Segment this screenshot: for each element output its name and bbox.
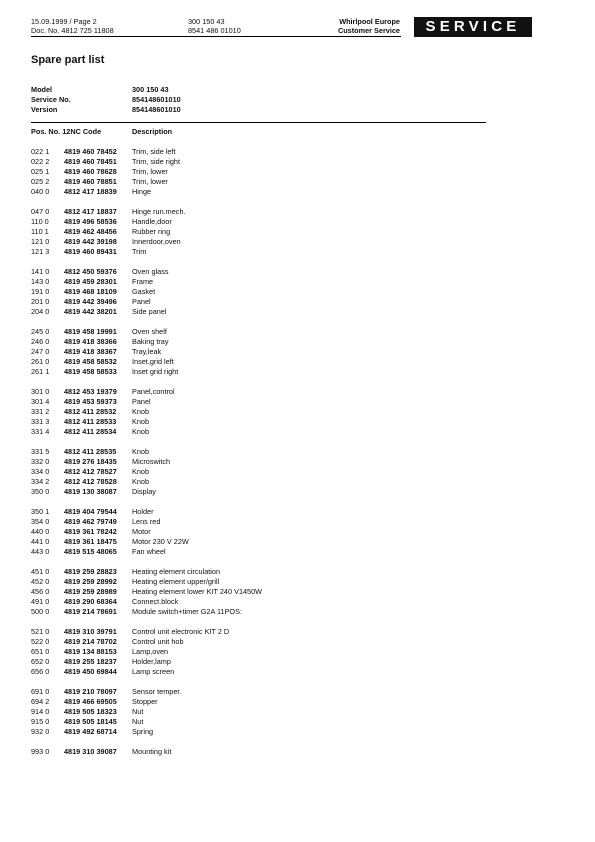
part-code: 4819 442 38201 [64, 307, 117, 316]
part-group [31, 207, 262, 257]
part-position: 651 0 [31, 647, 50, 656]
part-position: 247 0 [31, 347, 50, 356]
part-description: Motor [132, 527, 151, 536]
part-row [31, 627, 262, 637]
part-row [31, 727, 262, 737]
part-position: 143 0 [31, 277, 50, 286]
version-row [31, 105, 181, 115]
part-description: Trim, lower [132, 167, 168, 176]
part-description: Knob [132, 417, 150, 426]
part-code: 4812 412 78528 [64, 477, 117, 486]
part-position: 993 0 [31, 747, 50, 756]
part-position: 121 3 [31, 247, 50, 256]
header-model-number: 300 150 43 [188, 17, 225, 26]
part-description: Stopper [132, 697, 158, 706]
part-position: 246 0 [31, 337, 50, 346]
part-row [31, 227, 262, 237]
part-row [31, 547, 262, 557]
part-position: 331 3 [31, 417, 50, 426]
part-description: Mounting kit [132, 747, 172, 756]
part-description: Panel [132, 397, 151, 406]
part-code: 4819 134 88153 [64, 647, 117, 656]
part-position: 354 0 [31, 517, 50, 526]
column-headers [31, 127, 172, 136]
page-title: Spare part list [31, 54, 105, 66]
part-group [31, 687, 262, 737]
part-row [31, 637, 262, 647]
part-row [31, 587, 262, 597]
service-no-label: Service No. [31, 95, 71, 104]
part-description: Handle,door [132, 217, 172, 226]
part-code: 4819 259 28823 [64, 567, 117, 576]
part-position: 500 0 [31, 607, 50, 616]
part-row [31, 607, 262, 617]
part-position: 331 4 [31, 427, 50, 436]
part-code: 4819 130 38087 [64, 487, 117, 496]
part-group [31, 567, 262, 617]
model-label: Model [31, 85, 53, 94]
part-position: 025 2 [31, 177, 50, 186]
part-position: 204 0 [31, 307, 50, 316]
part-position: 141 0 [31, 267, 50, 276]
version-value: 854148601010 [132, 105, 181, 114]
part-position: 656 0 [31, 667, 50, 676]
part-code: 4819 458 19991 [64, 327, 117, 336]
part-row [31, 577, 262, 587]
part-row [31, 357, 262, 367]
part-code: 4819 466 69505 [64, 697, 117, 706]
part-position: 121 0 [31, 237, 50, 246]
header-doc-info [31, 17, 114, 36]
part-row [31, 397, 262, 407]
header-numbers [188, 17, 241, 36]
part-description: Hinge run.mech. [132, 207, 186, 216]
part-code: 4812 417 18839 [64, 187, 117, 196]
part-row [31, 687, 262, 697]
part-description: Panel [132, 297, 151, 306]
part-position: 191 0 [31, 287, 50, 296]
part-description: Innerdoor,oven [132, 237, 181, 246]
part-row [31, 207, 262, 217]
part-row [31, 217, 262, 227]
part-row [31, 347, 262, 357]
part-code: 4819 214 78691 [64, 607, 117, 616]
part-position: 914 0 [31, 707, 50, 716]
part-position: 301 4 [31, 397, 50, 406]
part-code: 4819 505 18323 [64, 707, 117, 716]
column-header-pos-code: Pos. No. 12NC Code [31, 127, 102, 136]
part-position: 441 0 [31, 537, 50, 546]
part-code: 4819 459 28301 [64, 277, 117, 286]
service-no-row [31, 95, 181, 105]
part-position: 694 2 [31, 697, 50, 706]
part-code: 4812 411 28535 [64, 447, 117, 456]
part-row [31, 247, 262, 257]
table-divider [31, 122, 486, 123]
part-row [31, 307, 262, 317]
part-description: Heating element upper/grill [132, 577, 220, 586]
part-row [31, 697, 262, 707]
part-row [31, 597, 262, 607]
model-info [31, 85, 181, 115]
part-description: Heating element circulation [132, 567, 221, 576]
header-brand-name: Whirlpool Europe [339, 17, 400, 26]
part-code: 4819 462 79749 [64, 517, 117, 526]
part-position: 261 1 [31, 367, 50, 376]
part-description: Knob [132, 467, 150, 476]
part-row [31, 657, 262, 667]
part-description: Trim, lower [132, 177, 168, 186]
part-row [31, 187, 262, 197]
part-row [31, 487, 262, 497]
part-code: 4819 210 78097 [64, 687, 117, 696]
part-row [31, 177, 262, 187]
part-row [31, 387, 262, 397]
part-row [31, 457, 262, 467]
part-row [31, 267, 262, 277]
part-position: 443 0 [31, 547, 50, 556]
part-code: 4819 496 58536 [64, 217, 117, 226]
part-code: 4812 450 59376 [64, 267, 117, 276]
part-row [31, 517, 262, 527]
part-position: 491 0 [31, 597, 50, 606]
header-brand [300, 17, 400, 36]
part-code: 4819 418 38366 [64, 337, 117, 346]
part-code: 4812 412 78527 [64, 467, 117, 476]
part-row [31, 647, 262, 657]
part-code: 4819 290 68364 [64, 597, 117, 606]
part-code: 4819 442 39198 [64, 237, 117, 246]
part-description: Spring [132, 727, 154, 736]
part-description: Hinge [132, 187, 152, 196]
part-position: 261 0 [31, 357, 50, 366]
part-code: 4812 417 18837 [64, 207, 117, 216]
part-code: 4819 418 38367 [64, 347, 117, 356]
part-code: 4819 276 18435 [64, 457, 117, 466]
part-description: Nut [132, 707, 144, 716]
part-group [31, 147, 262, 197]
part-code: 4819 214 78702 [64, 637, 117, 646]
part-description: Motor 230 V 22W [132, 537, 189, 546]
part-description: Trim, side left [132, 147, 176, 156]
model-value: 300 150 43 [132, 85, 169, 94]
part-row [31, 407, 262, 417]
part-position: 691 0 [31, 687, 50, 696]
part-row [31, 717, 262, 727]
part-position: 521 0 [31, 627, 50, 636]
part-group [31, 447, 262, 497]
part-position: 040 0 [31, 187, 50, 196]
part-position: 350 0 [31, 487, 50, 496]
part-position: 334 2 [31, 477, 50, 486]
part-row [31, 707, 262, 717]
part-description: Baking tray [132, 337, 169, 346]
part-row [31, 527, 262, 537]
part-description: Rubber ring [132, 227, 171, 236]
part-row [31, 327, 262, 337]
part-group [31, 327, 262, 377]
part-code: 4819 450 69844 [64, 667, 117, 676]
part-position: 915 0 [31, 717, 50, 726]
part-position: 332 0 [31, 457, 50, 466]
part-description: Lamp,oven [132, 647, 169, 656]
service-no-value: 854148601010 [132, 95, 181, 104]
service-badge: SERVICE [414, 17, 532, 37]
part-position: 451 0 [31, 567, 50, 576]
part-position: 331 5 [31, 447, 50, 456]
part-code: 4819 458 58532 [64, 357, 117, 366]
part-code: 4819 492 68714 [64, 727, 117, 736]
part-code: 4819 310 39791 [64, 627, 117, 636]
part-position: 022 2 [31, 157, 50, 166]
column-header-description: Description [132, 127, 173, 136]
part-row [31, 297, 262, 307]
part-description: Inset,grid left [132, 357, 174, 366]
part-row [31, 167, 262, 177]
part-code: 4812 411 28532 [64, 407, 117, 416]
part-row [31, 367, 262, 377]
part-description: Control unit electronic KIT 2 D [132, 627, 230, 636]
part-code: 4819 255 18237 [64, 657, 117, 666]
part-position: 452 0 [31, 577, 50, 586]
part-row [31, 427, 262, 437]
part-group [31, 267, 262, 317]
part-code: 4819 361 18475 [64, 537, 117, 546]
part-row [31, 157, 262, 167]
part-code: 4819 515 48065 [64, 547, 117, 556]
part-code: 4819 460 78451 [64, 157, 117, 166]
part-row [31, 537, 262, 547]
part-group [31, 507, 262, 557]
part-row [31, 447, 262, 457]
part-row [31, 747, 262, 757]
part-description: Knob [132, 407, 150, 416]
part-row [31, 467, 262, 477]
part-code: 4819 404 79544 [64, 507, 117, 516]
part-position: 201 0 [31, 297, 50, 306]
part-position: 522 0 [31, 637, 50, 646]
part-description: Knob [132, 427, 150, 436]
part-row [31, 477, 262, 487]
part-position: 025 1 [31, 167, 50, 176]
part-code: 4819 460 78628 [64, 167, 117, 176]
part-row [31, 237, 262, 247]
part-row [31, 147, 262, 157]
part-description: Knob [132, 477, 150, 486]
part-description: Oven shelf [132, 327, 167, 336]
part-code: 4819 460 78452 [64, 147, 117, 156]
part-position: 022 1 [31, 147, 50, 156]
part-position: 110 0 [31, 217, 49, 226]
part-position: 047 0 [31, 207, 50, 216]
part-position: 334 0 [31, 467, 50, 476]
part-description: Display [132, 487, 156, 496]
part-code: 4812 411 28533 [64, 417, 117, 426]
part-description: Trim [132, 247, 147, 256]
part-position: 652 0 [31, 657, 50, 666]
part-code: 4812 453 19379 [64, 387, 117, 396]
part-description: Oven glass [132, 267, 169, 276]
part-group [31, 627, 262, 677]
parts-list [31, 147, 262, 767]
part-description: Lamp screen [132, 667, 175, 676]
part-row [31, 277, 262, 287]
header-date-page: 15.09.1999 / Page 2 [31, 17, 97, 26]
part-code: 4819 259 28989 [64, 587, 117, 596]
part-code: 4819 361 78242 [64, 527, 117, 536]
part-description: Gasket [132, 287, 156, 296]
header-service-number: 8541 486 01010 [188, 26, 241, 36]
part-row [31, 667, 262, 677]
part-position: 110 1 [31, 227, 49, 236]
part-description: Side panel [132, 307, 167, 316]
part-description: Connect.block [132, 597, 179, 606]
part-description: Microswitch [132, 457, 171, 466]
part-description: Fan wheel [132, 547, 166, 556]
part-description: Lens red [132, 517, 161, 526]
part-code: 4819 453 59373 [64, 397, 117, 406]
part-row [31, 507, 262, 517]
part-group [31, 387, 262, 437]
version-label: Version [31, 105, 58, 114]
part-description: Frame [132, 277, 154, 286]
part-row [31, 337, 262, 347]
part-description: Heating element lower KIT 240 V1450W [132, 587, 263, 596]
part-code: 4819 259 28992 [64, 577, 117, 586]
part-row [31, 287, 262, 297]
part-code: 4819 458 58533 [64, 367, 117, 376]
part-code: 4819 462 48456 [64, 227, 117, 236]
part-code: 4819 505 18145 [64, 717, 117, 726]
part-description: Module switch+timer G2A 11POS: [132, 607, 242, 616]
part-row [31, 417, 262, 427]
part-description: Tray,leak [132, 347, 162, 356]
part-code: 4819 460 89431 [64, 247, 117, 256]
part-position: 301 0 [31, 387, 50, 396]
part-description: Knob [132, 447, 150, 456]
part-description: Panel,control [132, 387, 175, 396]
part-code: 4819 310 39087 [64, 747, 117, 756]
part-description: Sensor temper. [132, 687, 182, 696]
part-code: 4812 411 28534 [64, 427, 117, 436]
header-doc-no: Doc. No. 4812 725 11808 [31, 26, 114, 36]
part-position: 456 0 [31, 587, 50, 596]
part-position: 350 1 [31, 507, 50, 516]
part-position: 331 2 [31, 407, 50, 416]
part-position: 932 0 [31, 727, 50, 736]
part-code: 4819 442 39496 [64, 297, 117, 306]
part-position: 440 0 [31, 527, 50, 536]
part-description: Holder [132, 507, 154, 516]
part-description: Trim, side right [132, 157, 180, 166]
part-group [31, 747, 262, 757]
part-position: 245 0 [31, 327, 50, 336]
header-dept: Customer Service [337, 26, 400, 36]
part-row [31, 567, 262, 577]
part-description: Control unit hob [132, 637, 184, 646]
part-description: Inset grid right [132, 367, 179, 376]
model-row [31, 85, 181, 95]
part-code: 4819 468 18109 [64, 287, 117, 296]
part-description: Nut [132, 717, 144, 726]
part-code: 4819 460 78851 [64, 177, 117, 186]
header-divider [31, 36, 401, 37]
part-description: Holder,lamp [132, 657, 171, 666]
